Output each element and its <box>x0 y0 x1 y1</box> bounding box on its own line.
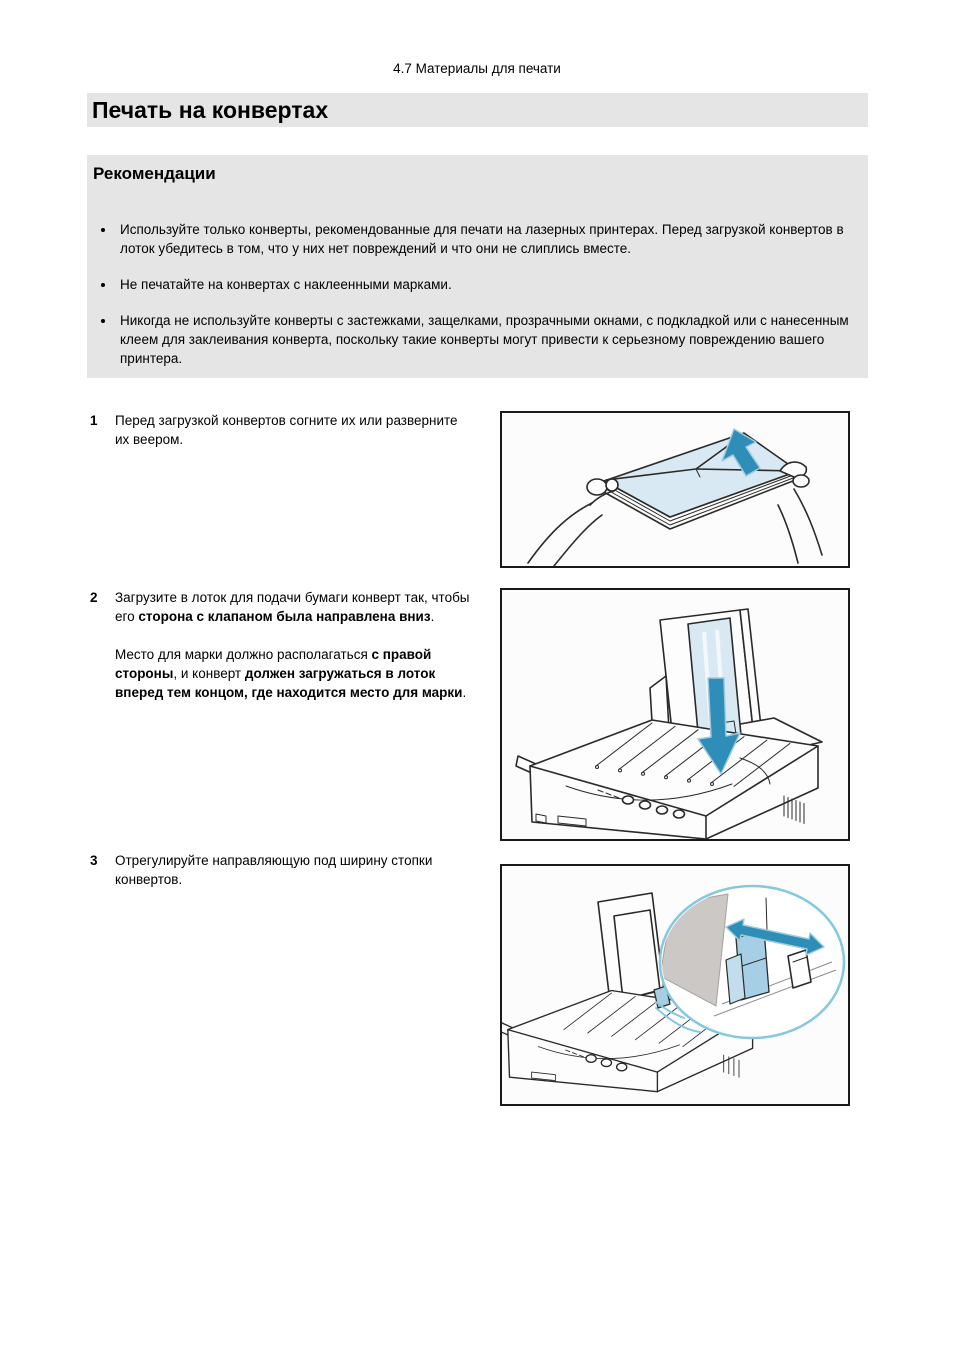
step-text <box>115 851 475 889</box>
load-envelope-illustration <box>500 588 850 841</box>
recommendation-item: • Никогда не используйте конверты с застежками, защелками, прозрачными окнами, с подкладкой или с нанесенным клеем для заклеивания конверта, поскольку такие конверты могут привести к серьезному повреждению вашего принтера. <box>116 311 850 368</box>
page-header: 4.7 Материалы для печати <box>393 61 561 76</box>
step-2 <box>88 588 480 702</box>
step-paragraph: Место для марки должно располагаться с правой стороны, и конверт должен загружаться в лоток вперед тем концом, где находится место для марки. <box>115 647 467 700</box>
page-title: Печать на конвертах <box>87 93 868 127</box>
step-text <box>115 588 475 702</box>
printer-guide-drawing <box>502 866 848 1104</box>
step-3 <box>88 851 480 889</box>
step-paragraph: Отрегулируйте направляющую под ширину стопки конвертов. <box>115 853 433 887</box>
step-number: 1 <box>90 413 98 428</box>
step-text <box>115 411 475 449</box>
recommendations-section <box>87 155 868 378</box>
left-hand <box>528 479 618 566</box>
paper-support <box>598 893 664 1002</box>
step-paragraph: Загрузите в лоток для подачи бумаги конверт так, чтобы его сторона с клапаном была направлена вниз. <box>115 590 470 624</box>
step-number: 2 <box>90 590 98 605</box>
guide-rail-stop <box>788 950 811 988</box>
fan-envelopes-illustration <box>500 411 850 568</box>
recommendations-list <box>93 220 850 368</box>
recommendation-item: • Используйте только конверты, рекомендованные для печати на лазерных принтерах. Перед загрузкой конвертов в лоток убедитесь в том, что у них нет повреждений и что они не слиплись вместе. <box>116 220 850 258</box>
step-1 <box>88 411 480 449</box>
recommendation-item: • Не печатайте на конвертах с наклеенными марками. <box>116 275 850 294</box>
step-paragraph: Перед загрузкой конвертов согните их или разверните их веером. <box>115 413 458 447</box>
step-number: 3 <box>90 853 98 868</box>
adjust-guide-illustration <box>500 864 850 1106</box>
fan-envelopes-drawing <box>502 413 848 566</box>
printer-load-drawing <box>502 590 848 839</box>
recommendations-heading: Рекомендации <box>93 164 216 183</box>
